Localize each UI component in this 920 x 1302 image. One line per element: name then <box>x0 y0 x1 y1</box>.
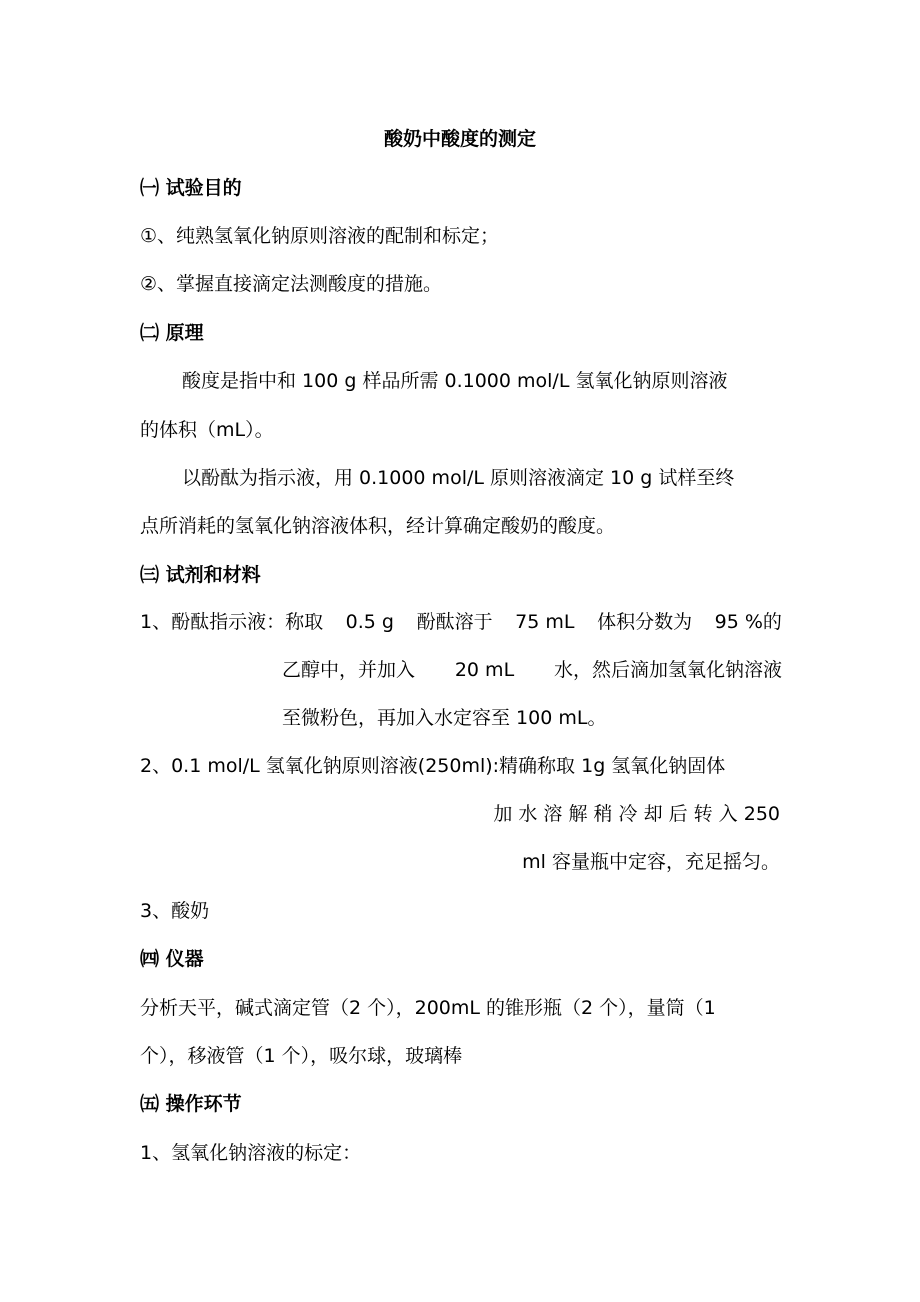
section-heading-instruments: ㈣ 仪器 <box>140 948 204 970</box>
text-segment: 95 %的 <box>714 611 782 633</box>
text-segment: 1、酚酞指示液：称取 <box>140 611 324 633</box>
text-segment: 75 mL <box>515 611 575 633</box>
reagent-item-1-line-2 <box>282 657 782 683</box>
section-heading-reagents: ㈢ 试剂和材料 <box>140 564 261 586</box>
reagent-item-1-line-1 <box>140 609 782 635</box>
page-title: 酸奶中酸度的测定 <box>383 128 536 150</box>
reagent-item-1-line-3: 至微粉色，再加入水定容至 100 mL。 <box>282 707 607 729</box>
principle-paragraph-2-line-1: 以酚酞为指示液，用 0.1000 mol/L 原则溶液滴定 10 g 试样至终 <box>182 467 735 489</box>
section-heading-procedure: ㈤ 操作环节 <box>140 1093 242 1115</box>
section-heading-objective: ㈠ 试验目的 <box>140 177 242 199</box>
principle-paragraph-1-line-2: 的体积（mL）。 <box>140 419 274 441</box>
procedure-item-1: 1、氢氧化钠溶液的标定： <box>140 1142 362 1164</box>
text-segment: 0.5 g <box>345 611 394 633</box>
text-segment: 酚酞溶于 <box>416 611 493 633</box>
reagent-item-2-line-3: ml 容量瓶中定容，充足摇匀。 <box>522 851 780 873</box>
reagent-item-3: 3、酸奶 <box>140 900 210 922</box>
text-segment: 水，然后滴加氢氧化钠溶液 <box>553 659 782 681</box>
text-segment: 乙醇中，并加入 <box>282 659 416 681</box>
principle-paragraph-2-line-2: 点所消耗的氢氧化钠溶液体积，经计算确定酸奶的酸度。 <box>140 515 616 537</box>
objective-item-1: ①、纯熟氢氧化钠原则溶液的配制和标定； <box>140 225 500 247</box>
section-heading-principle: ㈡ 原理 <box>140 322 204 344</box>
principle-paragraph-1-line-1: 酸度是指中和 100 g 样品所需 0.1000 mol/L 氢氧化钠原则溶液 <box>182 370 728 392</box>
reagent-item-2-line-2: 加 水 溶 解 稍 冷 却 后 转 入 250 <box>493 803 780 825</box>
text-segment: 体积分数为 <box>597 611 693 633</box>
instruments-line-1: 分析天平，碱式滴定管（2 个），200mL 的锥形瓶（2 个），量筒（1 <box>140 997 716 1019</box>
reagent-item-2-line-1: 2、0.1 mol/L 氢氧化钠原则溶液(250ml):精确称取 1g 氢氧化钠固体 <box>140 755 726 777</box>
instruments-line-2: 个），移液管（1 个），吸尔球，玻璃棒 <box>140 1045 463 1067</box>
text-segment: 20 mL <box>454 659 515 681</box>
objective-item-2: ②、掌握直接滴定法测酸度的措施。 <box>140 273 443 295</box>
